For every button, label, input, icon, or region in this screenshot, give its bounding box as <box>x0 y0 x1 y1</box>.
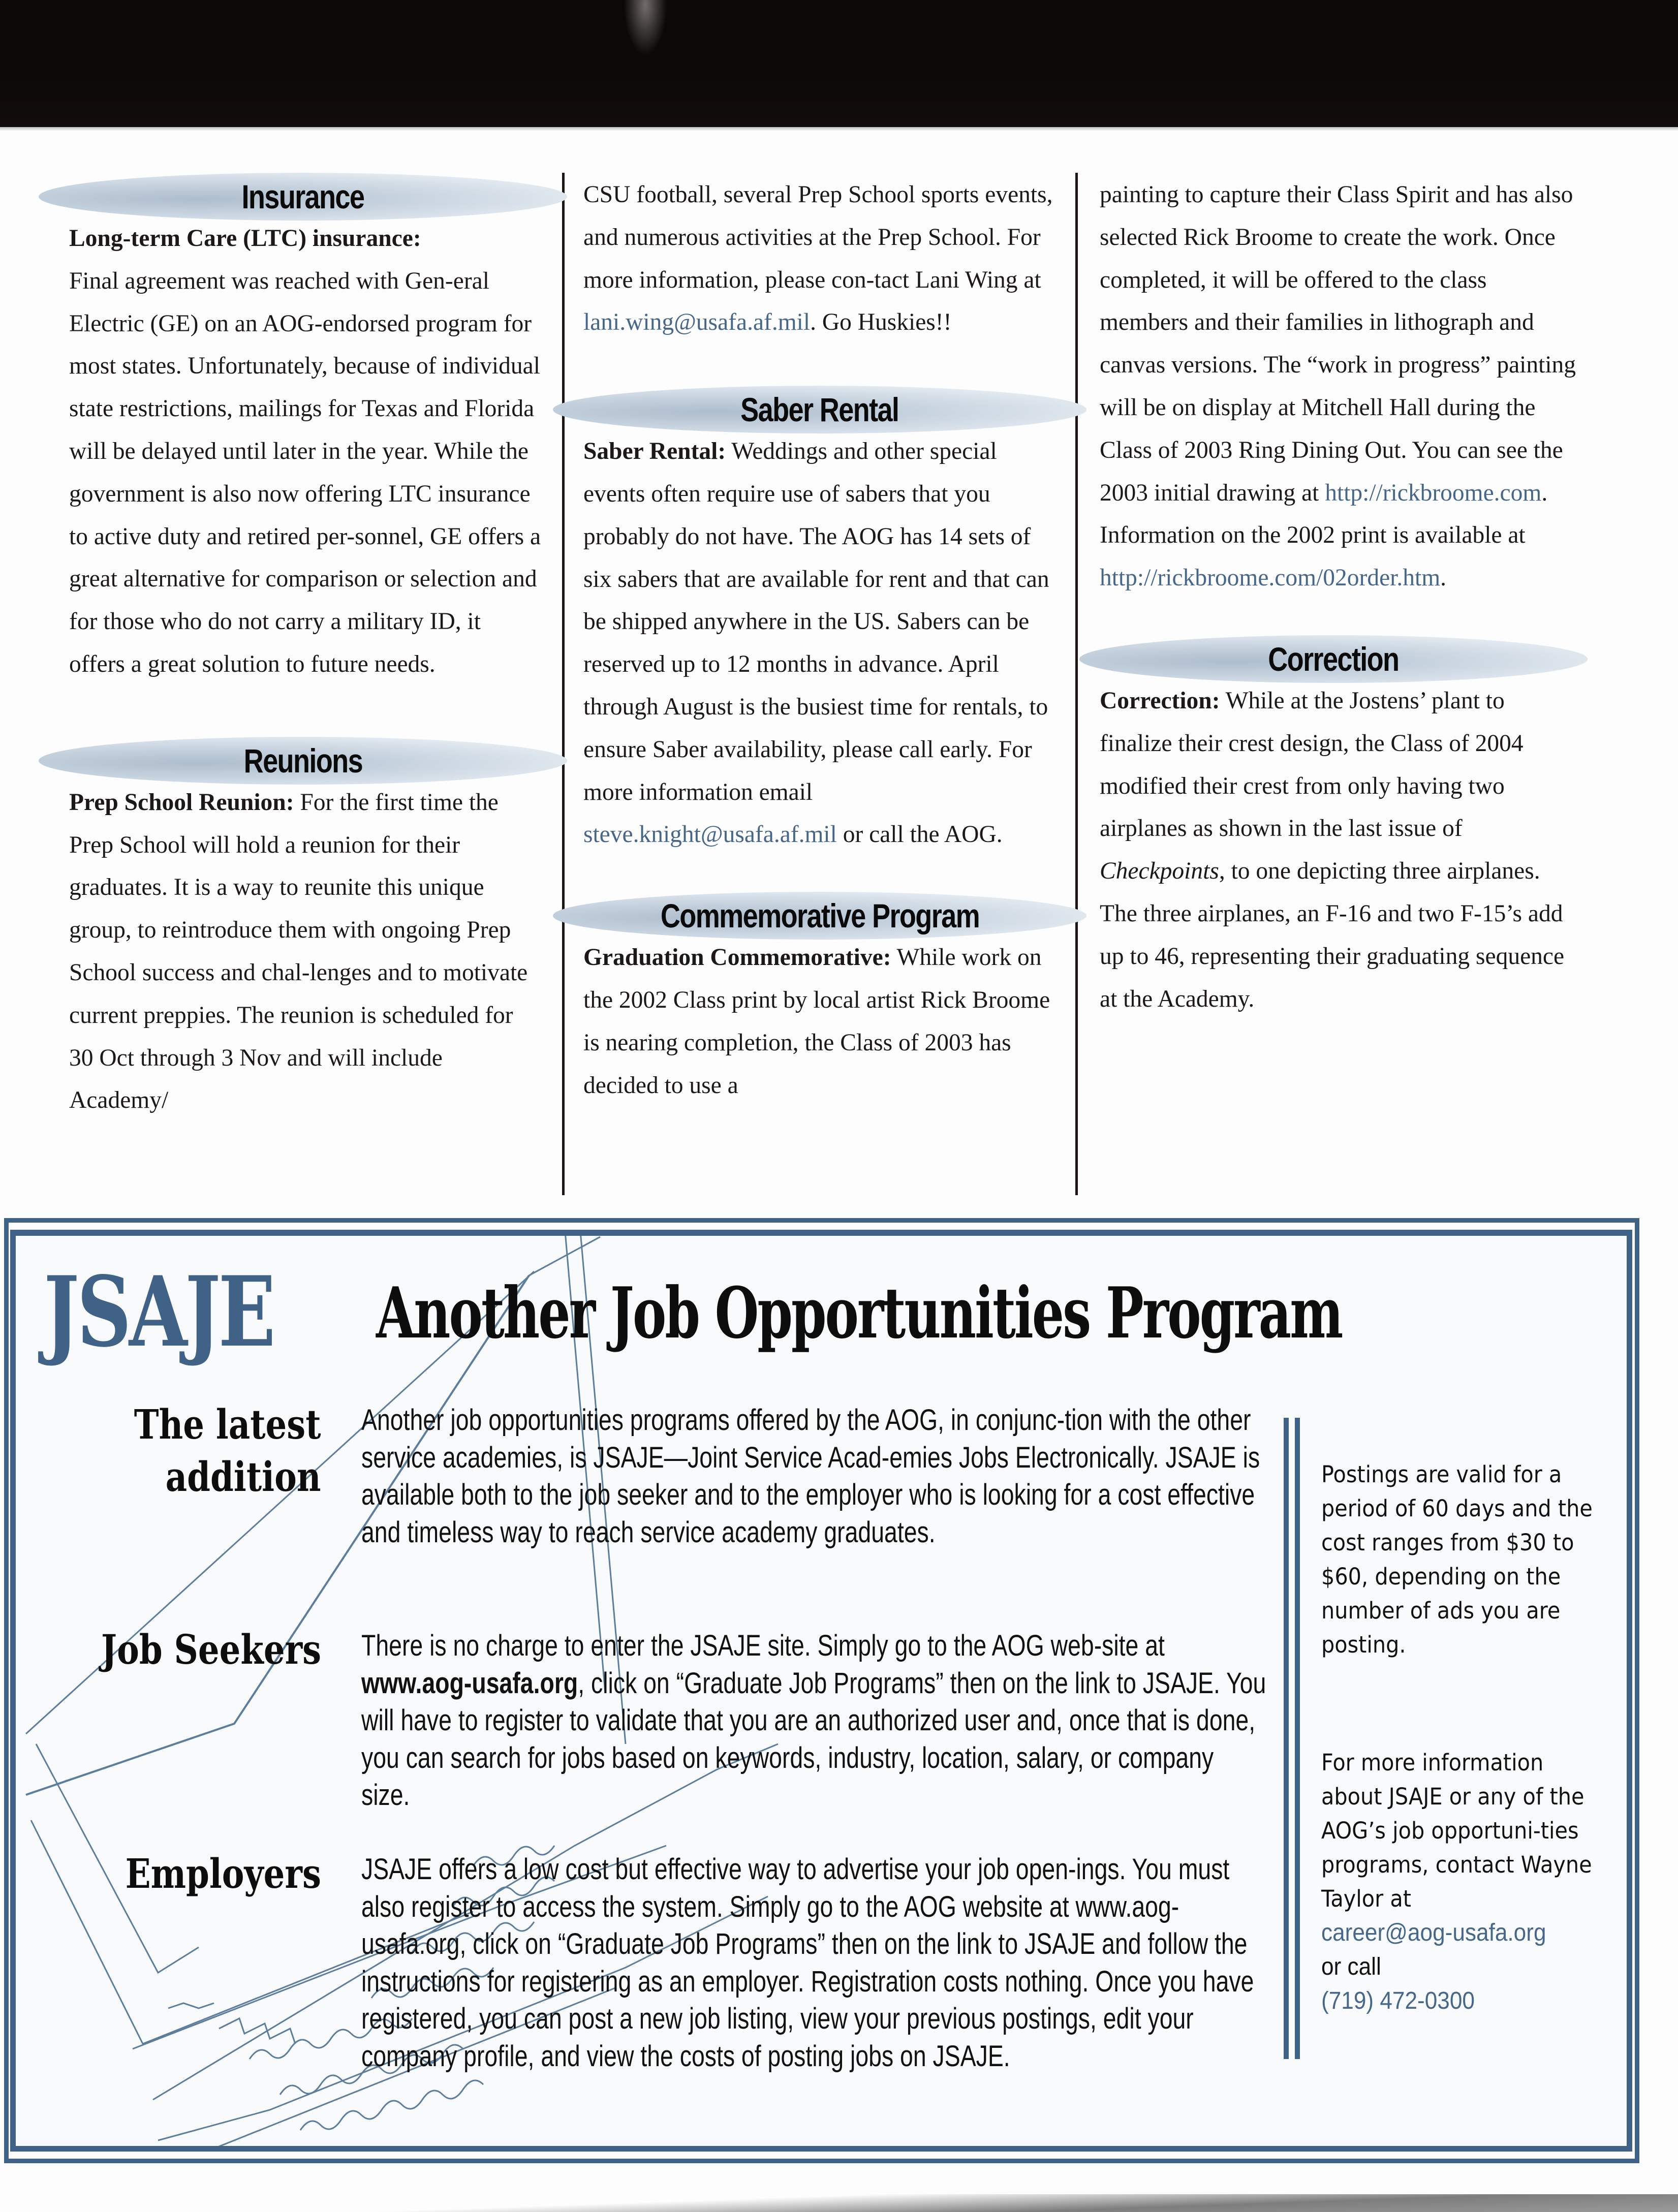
label-employers: Employers <box>125 1850 321 1897</box>
column-2 <box>583 173 1061 1107</box>
saber-article: Saber Rental: Weddings and other special events often require use of sabers that you probably do not have. The AOG has 14 sets of six sabers that are available for rent and that can be shipped anywhere in the US. Sabers can be reserved up to 12 months in advance. April through August is the busiest time for rentals, to ensure Saber availability, please call early. For more information email steve.knight@usafa.af.mil or call the AOG. <box>583 438 1049 848</box>
correction-lead: Correction: <box>1100 687 1220 714</box>
email-link-lani-wing[interactable]: lani.wing@usafa.af.mil <box>583 309 811 336</box>
commemorative-continued: painting to capture their Class Spirit and has also selected Rick Broome to create the work. Once completed, it will be offered to the class members and their families in lithograph and canvas versions. The “work in progress” painting will be on display at Mitchell Hall during the Class of 2003 Ring Dining Out. You can see the 2003 initial drawing at http://rickbroome.com. Information on the 2002 print is available at http://rickbroome.com/02order.htm. <box>1100 181 1576 591</box>
correction-article: Correction: While at the Jostens’ plant to finalize their crest design, the Class of 2004 modified their crest from only having two airplanes as shown in the last issue of Checkpoints, to one depicting three airplanes. The three airplanes, an F-16 and two F-15’s add up to 46, representing their graduating sequence at the Academy. <box>1100 687 1565 1012</box>
jsaje-job-seekers-text: There is no charge to enter the JSAJE site. Simply go to the AOG web-site at www.aog-usafa.org, click on “Graduate Job Programs” then on the link to JSAJE. You will have to register to validate that you are an authorized user and, once that is done, you can search for jobs based on keywords, industry, location, salary, or company size. <box>361 1629 1266 1812</box>
sidebar-divider <box>1295 1418 1300 2059</box>
aog-website-link[interactable]: www.aog-usafa.org <box>361 1666 578 1700</box>
saber-lead: Saber Rental: <box>583 438 726 465</box>
reunions-text: For the first time the Prep School will hold a reunion for their graduates. It is a way to reunite this unique group, to reintroduce them with ongoing Prep School success and chal-lenges and to motivate current preppies. The reunion is scheduled for 30 Oct through 3 Nov and will include Academy/ <box>69 789 528 1114</box>
insurance-lead: Long-term Care (LTC) insurance: <box>69 225 421 252</box>
jsaje-employers-text: JSAJE offers a low cost but effective way to advertise your job open-ings. You must also register to access the system. Simply go to the AOG website at www.aog-usafa.org, click on “Graduate Job Programs” then on the link to JSAJE and follow the instructions for registering as an employer. Registration costs nothing. Once you have registered, you can post a new job listing, view your previous postings, edit your company profile, and view the costs of posting jobs on JSAJE. <box>361 1853 1254 2073</box>
section-heading-saber-rental: Saber Rental <box>553 386 1086 433</box>
column-divider <box>562 173 565 1195</box>
section-heading-insurance: Insurance <box>39 173 567 221</box>
column-3 <box>1100 173 1577 1020</box>
link-rickbroome-02order[interactable]: http://rickbroome.com/02order.htm <box>1100 565 1441 591</box>
commemorative-article: Graduation Commemorative: While work on the 2002 Class print by local artist Rick Broome is nearing completion, the Class of 2003 has decided to use a <box>583 944 1050 1099</box>
page-edge-shadow <box>0 2194 1678 2212</box>
pricing-info: Postings are valid for a period of 60 days and the cost ranges from $30 to $60, depending on the number of ads you are posting. <box>1321 1461 1593 1658</box>
contact-info: For more information about JSAJE or any of the AOG’s job opportuni-ties programs, contact Wayne Taylor at career@aog-usafa.org or call (719) 472-0300 <box>1321 1749 1592 2014</box>
link-rickbroome[interactable]: http://rickbroome.com <box>1325 479 1542 506</box>
insurance-article <box>69 217 542 686</box>
email-link-steve-knight[interactable]: steve.knight@usafa.af.mil <box>583 821 837 848</box>
section-heading-commemorative-program: Commemorative Program <box>553 892 1086 940</box>
insurance-text: Final agreement was reached with Gen-eral Electric (GE) on an AOG-endorsed program for most states. Unfortunately, because of individual state restrictions, mailings for Texas and Florida will be delayed until later in the year. While the government is also now offering LTC insurance to active duty and retired per-sonnel, GE offers a great alternative for comparison or selection and for those who do not carry a military ID, it offers a great solution to future needs. <box>69 267 541 677</box>
section-heading-reunions: Reunions <box>39 737 567 785</box>
column-divider <box>1075 173 1078 1195</box>
column-1 <box>69 173 542 1122</box>
reunions-lead: Prep School Reunion: <box>69 789 294 816</box>
label-latest-addition: The latest addition <box>134 1400 321 1501</box>
sidebar-divider <box>1284 1418 1289 2059</box>
commemorative-lead: Graduation Commemorative: <box>583 944 891 971</box>
section-heading-correction: Correction <box>1079 635 1588 683</box>
jsaje-logo: JSAJE <box>44 1255 273 1368</box>
jsaje-title: Another Job Opportunities Program <box>376 1271 1342 1354</box>
reunions-article <box>69 782 542 1122</box>
label-job-seekers: Job Seekers <box>101 1626 321 1673</box>
career-email-link[interactable]: career@aog-usafa.org <box>1321 1919 1546 1946</box>
jsaje-intro-text: Another job opportunities programs offered by the AOG, in conjunc-tion with the other service academies, is JSAJE—Joint Service Acad-emies Jobs Electronically. JSAJE is available both to the job seeker and to the employer who is looking for a cost effective and timeless way to reach service academy graduates. <box>361 1404 1260 1549</box>
phone-number[interactable]: (719) 472-0300 <box>1321 1987 1475 2014</box>
header-photo-band <box>0 0 1678 127</box>
checkpoints-title: Checkpoints <box>1100 858 1219 885</box>
reunions-continued: CSU football, several Prep School sports events, and numerous activities at the Prep School. For more information, please con-tact Lani Wing at lani.wing@usafa.af.mil. Go Huskies!! <box>583 181 1053 336</box>
